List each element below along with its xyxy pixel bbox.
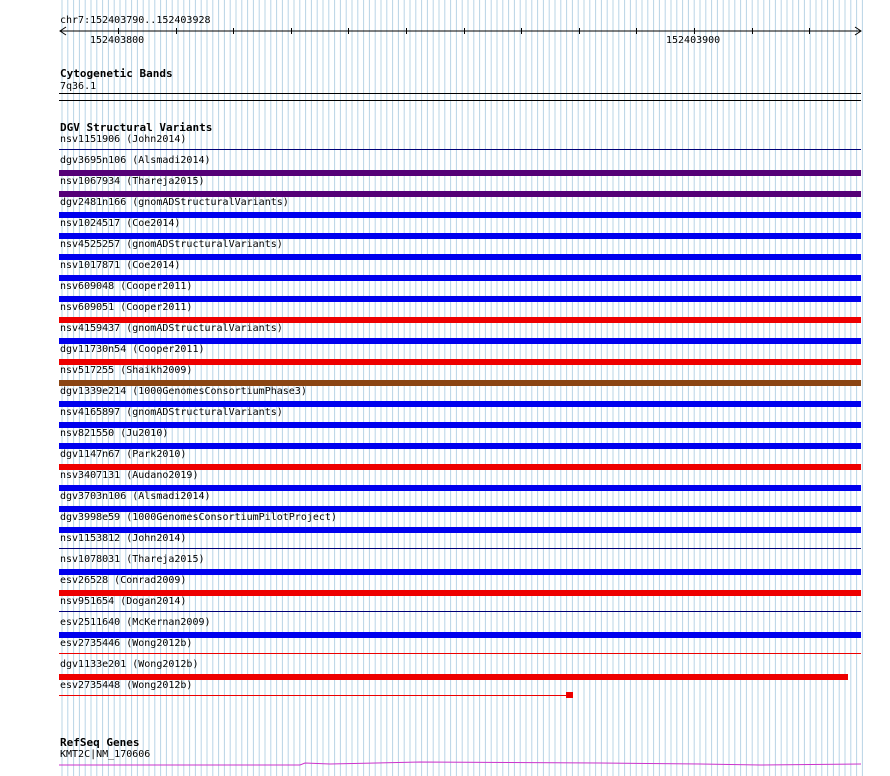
ruler-tick — [348, 28, 349, 34]
variant-feature[interactable] — [59, 611, 861, 612]
variant-label[interactable]: dgv1133e201 (Wong2012b) — [60, 659, 199, 670]
variant-feature[interactable] — [59, 149, 861, 150]
ruler-tick — [464, 28, 465, 34]
variant-feature[interactable] — [59, 548, 861, 549]
cytoband-track-title[interactable]: Cytogenetic Bands — [60, 67, 173, 80]
variant-label[interactable]: esv26528 (Conrad2009) — [60, 575, 187, 586]
ruler-tick — [291, 28, 292, 34]
ruler-tick-label: 152403800 — [90, 35, 145, 46]
ruler-tick — [636, 28, 637, 34]
variant-label[interactable]: dgv2481n166 (gnomADStructuralVariants) — [60, 197, 289, 208]
variant-label[interactable]: nsv1151906 (John2014) — [60, 134, 187, 145]
variant-label[interactable]: nsv609051 (Cooper2011) — [60, 302, 193, 313]
ruler-tick-label: 152403900 — [666, 35, 721, 46]
variant-label[interactable]: nsv4525257 (gnomADStructuralVariants) — [60, 239, 283, 250]
ruler-tick — [809, 28, 810, 34]
variant-label[interactable]: dgv11730n54 (Cooper2011) — [60, 344, 205, 355]
variant-feature[interactable] — [59, 695, 568, 696]
variant-label[interactable]: nsv821550 (Ju2010) — [60, 428, 169, 439]
ruler-tick — [521, 28, 522, 34]
ruler-tick — [118, 28, 119, 34]
ruler-tick — [233, 28, 234, 34]
variant-label[interactable]: dgv1339e214 (1000GenomesConsortiumPhase3) — [60, 386, 307, 397]
variant-label[interactable]: dgv1147n67 (Park2010) — [60, 449, 187, 460]
ruler-tick — [406, 28, 407, 34]
variant-label[interactable]: esv2735448 (Wong2012b) — [60, 680, 193, 691]
variant-label[interactable]: esv2511640 (McKernan2009) — [60, 617, 211, 628]
variant-label[interactable]: nsv4165897 (gnomADStructuralVariants) — [60, 407, 283, 418]
variant-label[interactable]: nsv951654 (Dogan2014) — [60, 596, 187, 607]
location-label: chr7:152403790..152403928 — [60, 15, 211, 26]
variant-label[interactable]: dgv3695n106 (Alsmadi2014) — [60, 155, 211, 166]
variant-label[interactable]: nsv1024517 (Coe2014) — [60, 218, 181, 229]
variant-label[interactable]: dgv3998e59 (1000GenomesConsortiumPilotProject) — [60, 512, 337, 523]
cytoband-band[interactable] — [59, 93, 861, 94]
variant-feature-end[interactable] — [566, 692, 573, 698]
variant-label[interactable]: nsv1078031 (Thareja2015) — [60, 554, 205, 565]
refseq-gene-label: KMT2C|NM_170606 — [60, 749, 151, 760]
variant-label[interactable]: nsv1153812 (John2014) — [60, 533, 187, 544]
ruler-tick — [694, 28, 695, 34]
ruler-tick — [752, 28, 753, 34]
refseq-track-title[interactable]: RefSeq Genes — [60, 736, 140, 749]
variant-label[interactable]: esv2735446 (Wong2012b) — [60, 638, 193, 649]
ruler-tick — [579, 28, 580, 34]
variant-feature[interactable] — [59, 653, 861, 654]
variant-feature[interactable] — [59, 422, 861, 428]
dgv-track-title[interactable]: DGV Structural Variants — [60, 121, 213, 134]
variant-label[interactable]: dgv3703n106 (Alsmadi2014) — [60, 491, 211, 502]
variant-label[interactable]: nsv517255 (Shaikh2009) — [60, 365, 193, 376]
ruler-tick — [176, 28, 177, 34]
variant-label[interactable]: nsv609048 (Cooper2011) — [60, 281, 193, 292]
refseq-gene-feature[interactable] — [0, 755, 890, 776]
variant-label[interactable]: nsv4159437 (gnomADStructuralVariants) — [60, 323, 283, 334]
variant-label[interactable]: nsv1067934 (Thareja2015) — [60, 176, 205, 187]
track-divider — [59, 100, 861, 101]
cytoband-label: 7q36.1 — [60, 81, 97, 92]
variant-label[interactable]: nsv1017871 (Coe2014) — [60, 260, 181, 271]
variant-label[interactable]: nsv3407131 (Audano2019) — [60, 470, 199, 481]
